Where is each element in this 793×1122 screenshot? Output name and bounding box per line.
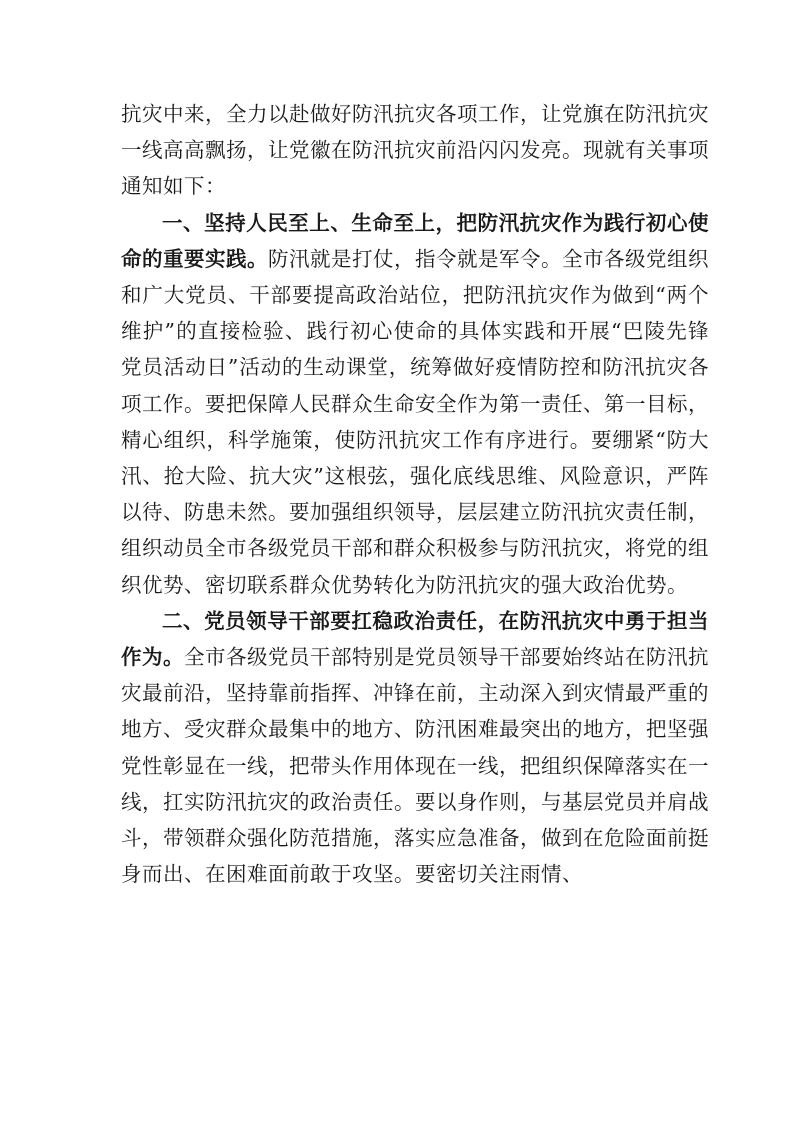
section-2-heading: 二、党员领导干部要扛稳政治责任，在防汛抗灾中勇于担当作为。 (121, 608, 709, 670)
section-2-paragraph (121, 603, 709, 893)
section-2-body: 全市各级党员干部特别是党员领导干部要始终站在防汛抗灾最前沿，坚持靠前指挥、冲锋在前，主动深入到灾情最严重的地方、受灾群众最集中的地方、防汛困难最突出的地方，把坚强党性彰显在一线，把带头作用体现在一线，把组织保障落实在一线，扛实防汛抗灾的政治责任。要以身作则，与基层党员并肩战斗，带领群众强化防范措施，落实应急准备，做到在危险面前挺身而出、在困难面前敢于攻坚。要密切关注雨情、 (121, 645, 709, 887)
section-1-body: 防汛就是打仗，指令就是军令。全市各级党组织和广大党员、干部要提高政治站位，把防汛抗灾作为做到“两个维护”的直接检验、践行初心使命的具体实践和开展“巴陵先锋党员活动日”活动的生动课堂，统筹做好疫情防控和防汛抗灾各项工作。要把保障人民群众生命安全作为第一责任、第一目标，精心组织，科学施策，使防汛抗灾工作有序进行。要绷紧“防大汛、抢大险、抗大灾”这根弦，强化底线思维、风险意识，严阵以待、防患未然。要加强组织领导，层层建立防汛抗灾责任制，组织动员全市各级党员干部和群众积极参与防汛抗灾，将党的组织优势、密切联系群众优势转化为防汛抗灾的强大政治优势。 (121, 246, 709, 597)
section-1-paragraph (121, 205, 709, 603)
document-page (121, 96, 709, 892)
section-1-heading: 一、坚持人民至上、生命至上，把防汛抗灾作为践行初心使命的重要实践。 (121, 210, 709, 271)
intro-paragraph: 抗灾中来，全力以赴做好防汛抗灾各项工作，让党旗在防汛抗灾一线高高飘扬，让党徽在防汛抗灾前沿闪闪发亮。现就有关事项通知如下： (121, 102, 709, 199)
